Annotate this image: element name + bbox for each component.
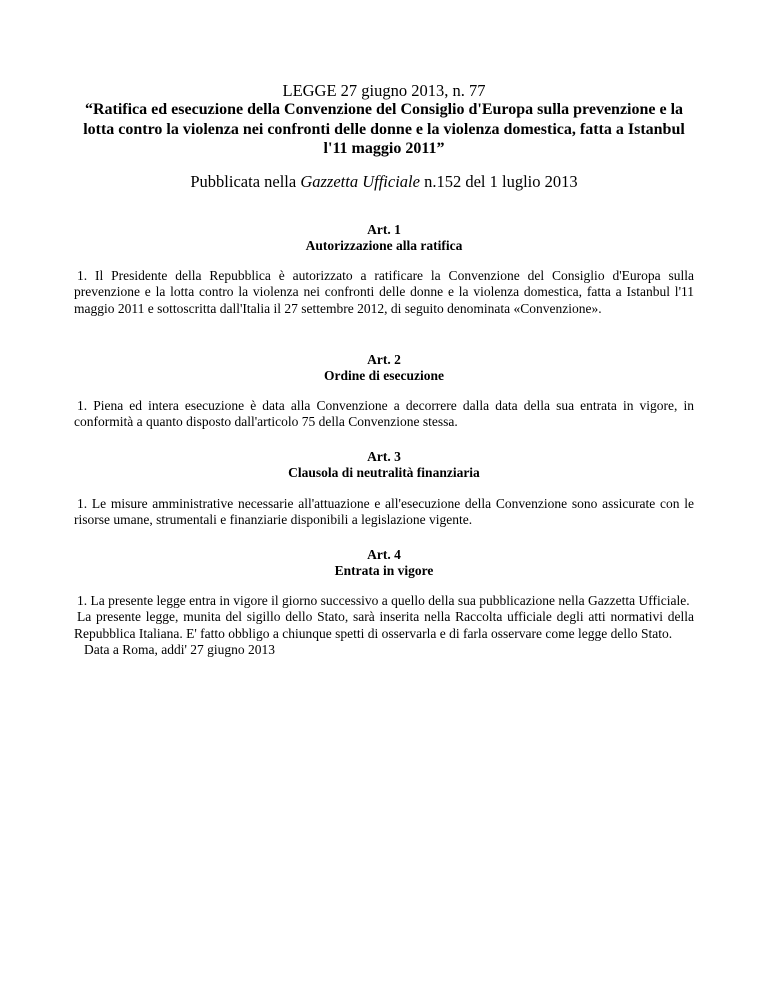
article-2-body <box>74 398 694 431</box>
article-2-number: Art. 2 <box>367 352 401 367</box>
article-1-paragraph-1: 1. Il Presidente della Repubblica è autorizzato a ratificare la Convenzione del Consiglio d'Europa sulla prevenzione e la lotta contro la violenza nei confronti delle donne e la violenza domestica, fatta a Istanbul l'11 maggio 2011 e sottoscritta dall'Italia il 27 settembre 2012, di seguito denominata «Convenzione». <box>74 268 694 316</box>
article-1-body <box>74 268 694 317</box>
article-4-paragraph-1: 1. La presente legge entra in vigore il giorno successivo a quello della sua pubblicazione nella Gazzetta Ufficiale. <box>77 593 690 608</box>
publication-prefix: Pubblicata nella <box>190 172 301 191</box>
article-3-body <box>74 496 694 529</box>
law-title: LEGGE 27 giugno 2013, n. 77 <box>282 81 486 100</box>
article-1-number: Art. 1 <box>367 222 401 237</box>
article-4-date-line: Data a Roma, addi' 27 giugno 2013 <box>84 641 276 657</box>
article-4-number: Art. 4 <box>367 547 401 562</box>
article-3-number: Art. 3 <box>367 449 401 464</box>
article-4-heading: Entrata in vigore <box>334 563 434 578</box>
article-3-heading: Clausola di neutralità finanziaria <box>288 465 480 480</box>
law-subtitle: “Ratifica ed esecuzione della Convenzione del Consiglio d'Europa sulla prevenzione e la lotta contro la violenza nei confronti delle donne e la violenza domestica, fatta a Istanbul l'11 maggio 2011” <box>83 101 685 157</box>
publication-line <box>74 172 694 191</box>
article-1-heading: Autorizzazione alla ratifica <box>305 238 463 253</box>
article-4-body <box>74 593 694 658</box>
publication-gazette: Gazzetta Ufficiale <box>300 172 420 191</box>
publication-suffix: n.152 del 1 luglio 2013 <box>419 172 578 191</box>
article-4-paragraph-2: La presente legge, munita del sigillo dello Stato, sarà inserita nella Raccolta ufficiale degli atti normativi della Repubblica Italiana. E' fatto obbligo a chiunque spetti di osservarla e di farla osservare come legge dello Stato. <box>74 609 694 641</box>
article-3-paragraph-1: 1. Le misure amministrative necessarie all'attuazione e all'esecuzione della Convenzione sono assicurate con le risorse umane, strumentali e finanziarie disponibili a legislazione vigente. <box>74 496 694 528</box>
article-2-paragraph-1: 1. Piena ed intera esecuzione è data alla Convenzione a decorrere dalla data della sua entrata in vigore, in conformità a quanto disposto dall'articolo 75 della Convenzione stessa. <box>74 398 694 430</box>
article-2-heading: Ordine di esecuzione <box>324 368 444 383</box>
